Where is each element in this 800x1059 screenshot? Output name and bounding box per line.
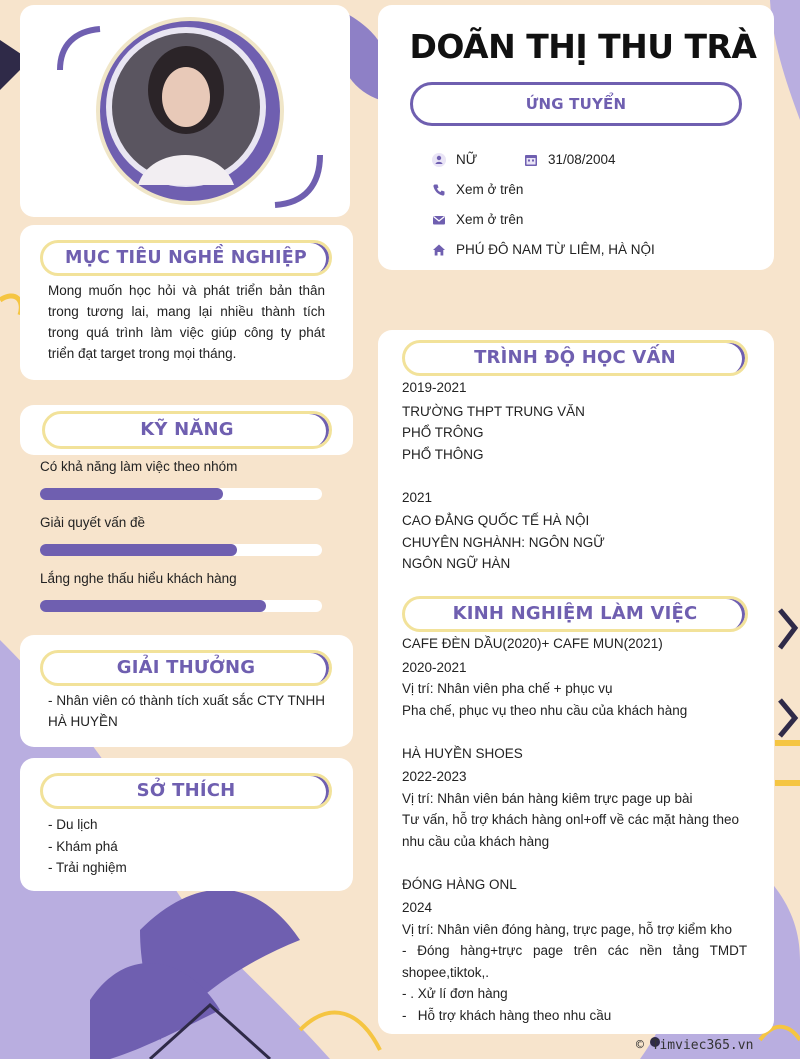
experience-line: CAFE ĐÈN DẦU(2020)+ CAFE MUN(2021) [402, 636, 663, 651]
experience-list [402, 633, 752, 1026]
experience-line: Tư vấn, hỗ trợ khách hàng onl+off về các mặt hàng theo [402, 812, 739, 827]
awards-heading: GIẢI THƯỞNG [116, 657, 256, 678]
experience-line [402, 852, 752, 874]
education-line: 2021 [402, 489, 433, 505]
hobbies-heading-pill [40, 773, 332, 809]
experience-line: Pha chế, phục vụ theo nhu cầu của khách hàng [402, 702, 688, 718]
candidate-name: DOÃN THỊ THU TRÀ [409, 27, 757, 66]
education-line: CHUYÊN NGHÀNH: NGÔN NGỮ [402, 534, 605, 550]
education-line: PHỔ THÔNG [402, 446, 484, 462]
phone-icon [432, 183, 446, 197]
phone-value: Xem ở trên [456, 182, 524, 197]
apply-position-label: ỨNG TUYỂN [525, 95, 627, 113]
email-value: Xem ở trên [456, 212, 524, 227]
skill-bar-2 [40, 544, 322, 556]
awards-text: - Nhân viên có thành tích xuất sắc CTY TNHH HÀ HUYỀN [48, 693, 325, 729]
experience-line: Vị trí: Nhân viên pha chế + phục vụ [402, 681, 613, 696]
gender-row [432, 152, 477, 167]
experience-line: - Đóng hàng+trực page trên các nền tảng TMDT [402, 943, 748, 958]
hobbies-card [20, 758, 353, 891]
awards-heading-pill [40, 650, 332, 686]
awards-card [20, 635, 353, 747]
calendar-icon [524, 153, 538, 167]
hobby-item-3: - Trải nghiệm [48, 860, 127, 875]
experience-line: - . Xử lí đơn hàng [402, 986, 508, 1001]
experience-line: 2024 [402, 900, 433, 915]
skills-heading-card [20, 405, 353, 455]
phone-row [432, 182, 523, 197]
education-experience-card [378, 330, 774, 1034]
address-value: PHÚ ĐÔ NAM TỪ LIÊM, HÀ NỘI [456, 242, 655, 257]
skills-heading-pill [42, 411, 332, 449]
education-line: CAO ĐẲNG QUỐC TẾ HÀ NỘI [402, 513, 590, 528]
skill-label-2: Giải quyết vấn đề [40, 515, 146, 530]
hobby-item-2: - Khám phá [48, 838, 118, 854]
experience-line: 2020-2021 [402, 659, 467, 675]
skill-label-3: Lắng nghe thấu hiểu khách hàng [40, 571, 237, 586]
education-list [402, 377, 605, 575]
skill-bar-3 [40, 600, 322, 612]
hobbies-heading: SỞ THÍCH [136, 780, 236, 801]
education-line: PHỔ TRÔNG [402, 425, 484, 440]
objective-heading: MỤC TIÊU NGHỀ NGHIỆP [65, 248, 307, 268]
objective-text: Mong muốn học hỏi và phát triển bản thân trong tương lai, mang lại nhiều thành tích trong quá trình làm việc giúp công ty phát triển đạt target trong mọi tháng. [48, 283, 325, 361]
hobbies-list [48, 814, 127, 879]
person-icon [432, 153, 446, 167]
experience-heading: KINH NGHIỆM LÀM VIỆC [452, 603, 698, 624]
avatar-card [20, 5, 350, 217]
experience-line: - Hỗ trợ khách hàng theo nhu cầu [402, 1007, 612, 1023]
footer-credit: © Timviec365.vn [636, 1038, 754, 1053]
skill-bar-fill-3 [40, 600, 266, 612]
birthday-value: 31/08/2004 [548, 152, 616, 167]
experience-heading-pill [402, 596, 748, 632]
experience-line: ĐÓNG HÀNG ONL [402, 876, 517, 892]
address-row [432, 242, 655, 257]
experience-line: HÀ HUYỀN SHOES [402, 745, 523, 761]
education-line: TRƯỜNG THPT TRUNG VĂN [402, 403, 585, 419]
experience-line: shopee,tiktok,. [402, 964, 490, 980]
apply-position-pill [410, 82, 742, 126]
skill-bar-fill-1 [40, 488, 223, 500]
email-icon [432, 213, 446, 227]
email-row [432, 212, 523, 227]
objective-heading-pill [40, 240, 332, 276]
experience-line: Vị trí: Nhân viên đóng hàng, trực page, hỗ trợ kiểm kho [402, 921, 733, 937]
hobby-item-1: - Du lịch [48, 817, 98, 832]
education-line [402, 465, 605, 487]
skills-heading: KỸ NĂNG [140, 419, 234, 440]
skill-bar-1 [40, 488, 322, 500]
home-icon [432, 243, 446, 257]
education-line: 2019-2021 [402, 380, 467, 395]
birthday-row [524, 152, 616, 167]
experience-line [402, 721, 752, 743]
objective-card [20, 225, 353, 380]
profile-card [378, 5, 774, 270]
experience-line: nhu cầu của khách hàng [402, 833, 550, 849]
education-heading-pill [402, 340, 748, 376]
education-line: NGÔN NGỮ HÀN [402, 556, 511, 571]
experience-line: Vị trí: Nhân viên bán hàng kiêm trực page up bài [402, 790, 693, 806]
experience-line: 2022-2023 [402, 769, 467, 784]
gender-value: NỮ [456, 152, 478, 167]
skill-bar-fill-2 [40, 544, 237, 556]
avatar [20, 5, 350, 217]
education-heading: TRÌNH ĐỘ HỌC VẤN [474, 347, 676, 368]
skill-label-1: Có khả năng làm việc theo nhóm [40, 459, 238, 474]
